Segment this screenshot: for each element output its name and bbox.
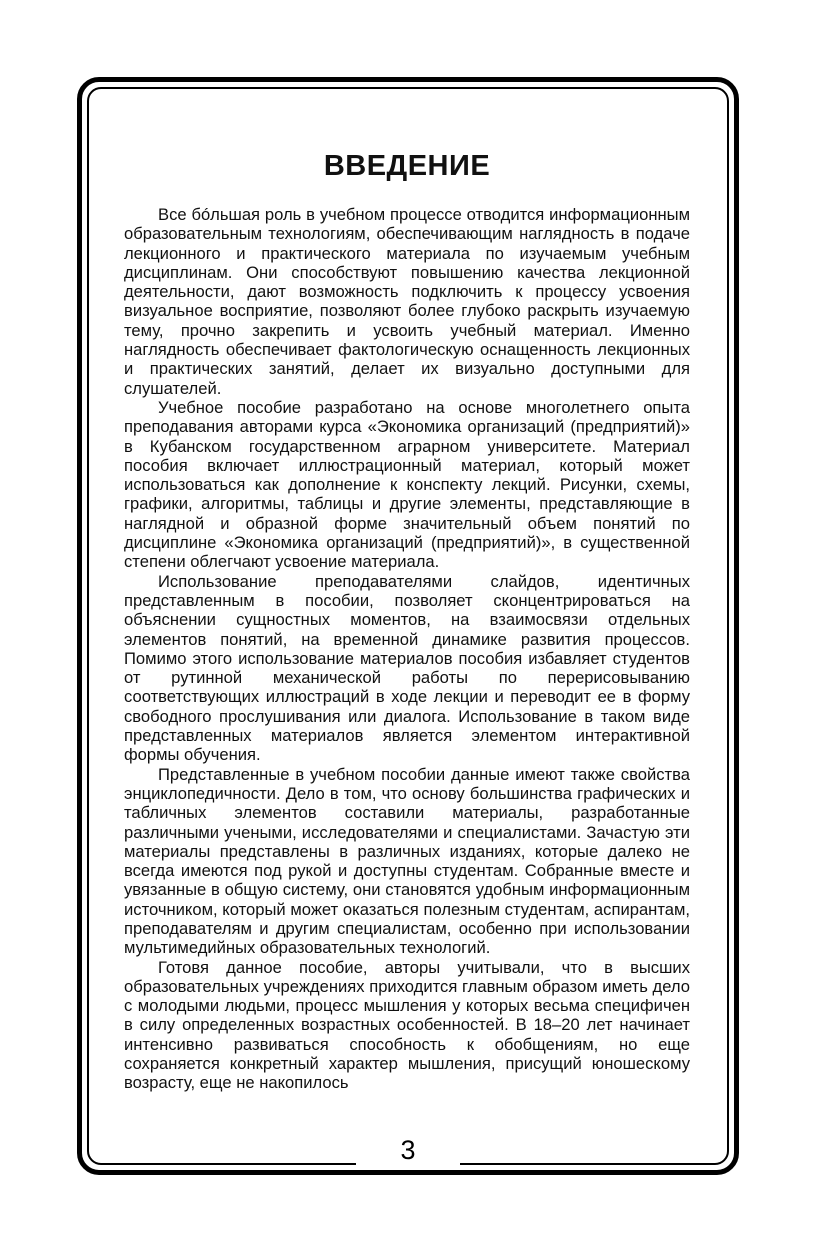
paragraph: Учебное пособие разработано на основе многолетнего опыта преподавания авторами курса «Экономика организаций (предприятий)» в Кубанском государственном аграрном университете. Материал пособия включает иллюстрационный материал, который может использоваться как дополнение к конспекту лекций. Рисунки, схемы, графики, алгоритмы, таблицы и другие элементы, представляющие в наглядной и образной форме значительный объем понятий по дисциплине «Экономика организаций (предприятий)», в существенной степени облегчают усвоение материала. (124, 397, 690, 572)
paragraph: Использование преподавателями слайдов, идентичных представленным в пособии, позволяет сконцентрироваться на объяснении сущностных моментов, на взаимосвязи отдельных элементов понятий, на временной динамике развития процессов. Помимо этого использование материалов пособия избавляет студентов от рутинной механической работы по перерисовыванию соответствующих иллюстраций в ходе лекции и переводит ее в форму свободного прослушивания или диалога. Использование в таком виде представленных материалов является элементом интерактивной формы обучения. (124, 571, 690, 765)
paragraph: Представленные в учебном пособии данные имеют также свойства энциклопедичности. Дело в том, что основу большинства графических и табличных элементов составили материалы, разработанные различными учеными, исследователями и специалистами. Зачастую эти материалы представлены в различных изданиях, которые далеко не всегда имеются под рукой и доступны студентам. Собранные вместе и увязанные в общую систему, они становятся удобным информационным источником, который может оказаться полезным студентам, аспирантам, преподавателям и другим специалистам, особенно при использовании мультимедийных образовательных технологий. (124, 764, 690, 958)
paragraph: Все бóльшая роль в учебном процессе отводится информационным образовательным технологиям, обеспечивающим наглядность в подаче лекционного и практического материала по изучаемым учебным дисциплинам. Они способствуют повышению качества лекционной деятельности, дают возможность подключить к процессу усвоения визуальное восприятие, позволяют более глубоко раскрыть изучаемую тему, прочно закрепить и усвоить учебный материал. Именно наглядность обеспечивает фактологическую оснащенность лекционных и практических занятий, делает их визуально доступными для слушателей. (124, 205, 690, 398)
paragraph: Готовя данное пособие, авторы учитывали, что в высших образовательных учреждениях приходится главным образом иметь дело с молодыми людьми, процесс мышления у которых весьма специфичен в силу определенных возрастных особенностей. В 18–20 лет начинает интенсивно развиваться способность к обобщениям, но еще сохраняется конкретный характер мышления, присущий юношескому возрасту, еще не накопилось (124, 957, 690, 1093)
page-title: ВВЕДЕНИЕ (323, 150, 491, 182)
page-number-container (356, 1130, 460, 1170)
page-content (124, 150, 690, 1093)
page-number: 3 (400, 1134, 416, 1165)
